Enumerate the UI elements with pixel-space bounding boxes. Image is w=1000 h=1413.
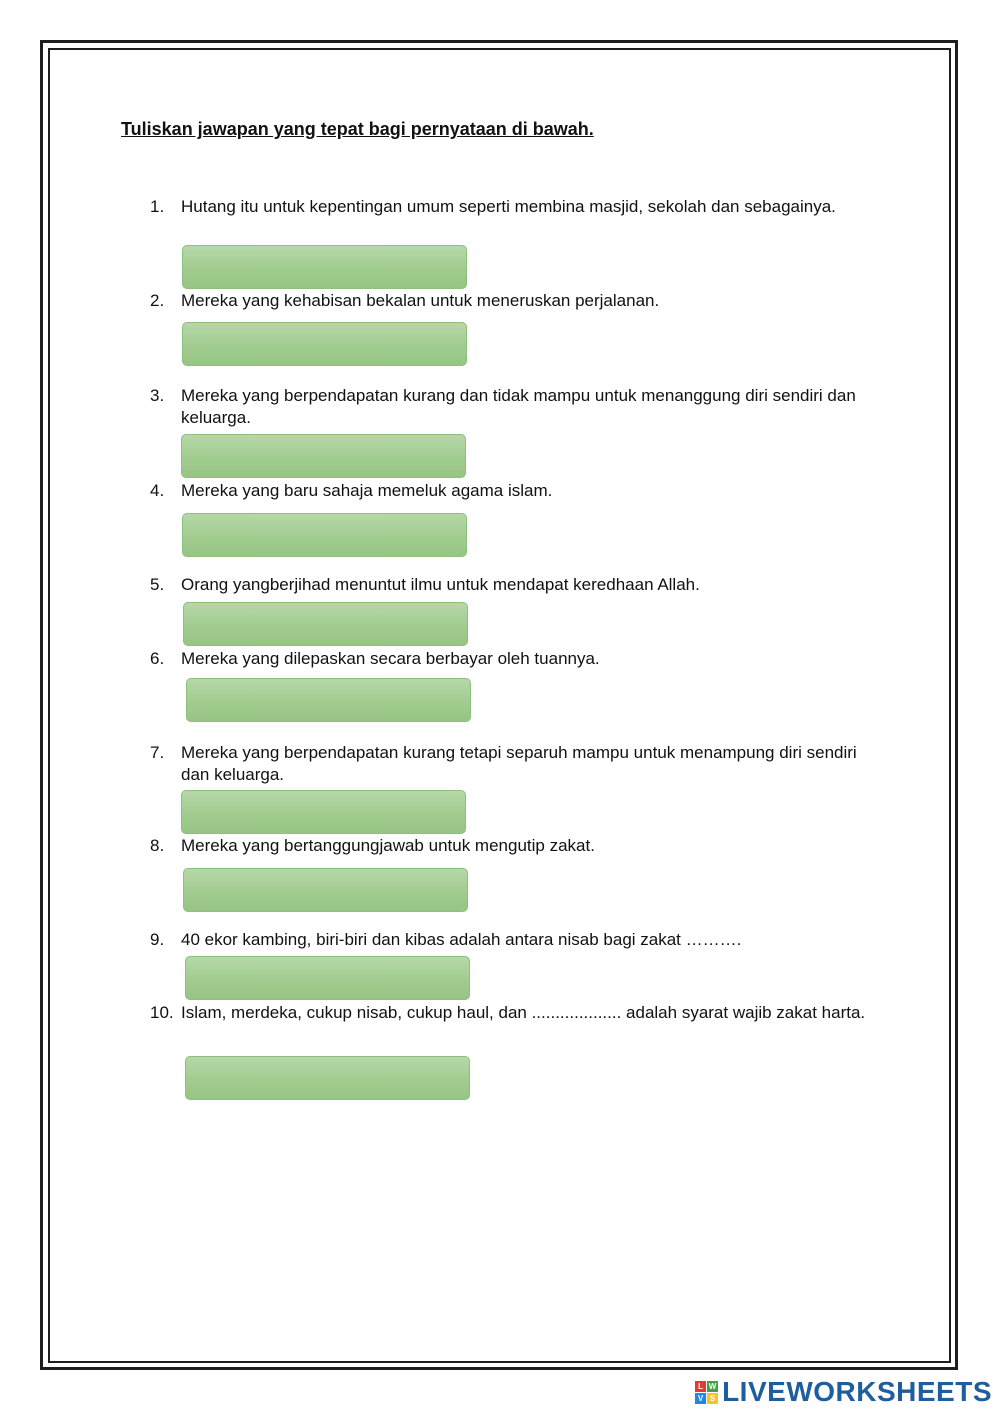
answer-box-2[interactable] [182,322,467,366]
question-8 [150,835,885,857]
question-6 [150,648,885,670]
answer-box-4[interactable] [182,513,467,557]
question-number: 6. [150,649,165,668]
question-text: Mereka yang baru sahaja memeluk agama islam. [181,481,553,500]
answer-box-6[interactable] [186,678,471,722]
answer-box-9[interactable] [185,956,470,1000]
question-text: Mereka yang dilepaskan secara berbayar oleh tuannya. [181,649,600,668]
question-text: Mereka yang berpendapatan kurang tetapi separuh mampu untuk menampung diri sendiri dan keluarga. [181,743,857,784]
liveworksheets-wordmark: LIVEWORKSHEETS [722,1376,992,1407]
question-text: Mereka yang kehabisan bekalan untuk meneruskan perjalanan. [181,291,660,310]
answer-box-5[interactable] [183,602,468,646]
question-number: 9. [150,930,165,949]
logo-tile: W [708,1381,717,1391]
answer-box-7[interactable] [181,790,466,834]
question-number: 2. [150,291,165,310]
question-text: Islam, merdeka, cukup nisab, cukup haul, dan ................... adalah syarat wajib zakat harta. [181,1003,866,1022]
question-text: Mereka yang bertanggungjawab untuk mengutip zakat. [181,836,595,855]
question-number: 1. [150,197,165,216]
logo-tile: V [695,1393,706,1404]
answer-box-10[interactable] [185,1056,470,1100]
instruction-heading: Tuliskan jawapan yang tepat bagi pernyataan di bawah. [121,119,594,139]
question-3 [150,385,885,429]
question-9 [150,929,885,951]
question-number: 5. [150,575,165,594]
question-number: 8. [150,836,165,855]
question-10 [150,1002,885,1024]
question-2 [150,290,885,312]
question-text: 40 ekor kambing, biri-biri dan kibas adalah antara nisab bagi zakat ………. [181,930,742,949]
question-number: 10. [150,1003,174,1022]
liveworksheets-logo-icon [695,1381,718,1404]
logo-tile: L [695,1381,706,1392]
answer-box-3[interactable] [181,434,466,478]
logo-tile: S [707,1393,718,1404]
liveworksheets-brand [695,1376,992,1408]
question-5 [150,574,885,596]
answer-box-1[interactable] [182,245,467,289]
question-text: Hutang itu untuk kepentingan umum seperti membina masjid, sekolah dan sebagainya. [181,197,836,216]
answer-box-8[interactable] [183,868,468,912]
question-number: 7. [150,743,165,762]
question-7 [150,742,885,786]
question-text: Orang yangberjihad menuntut ilmu untuk mendapat keredhaan Allah. [181,575,700,594]
question-number: 4. [150,481,165,500]
question-number: 3. [150,386,165,405]
question-1 [150,196,885,218]
question-4 [150,480,885,502]
question-text: Mereka yang berpendapatan kurang dan tidak mampu untuk menanggung diri sendiri dan keluarga. [181,386,856,427]
